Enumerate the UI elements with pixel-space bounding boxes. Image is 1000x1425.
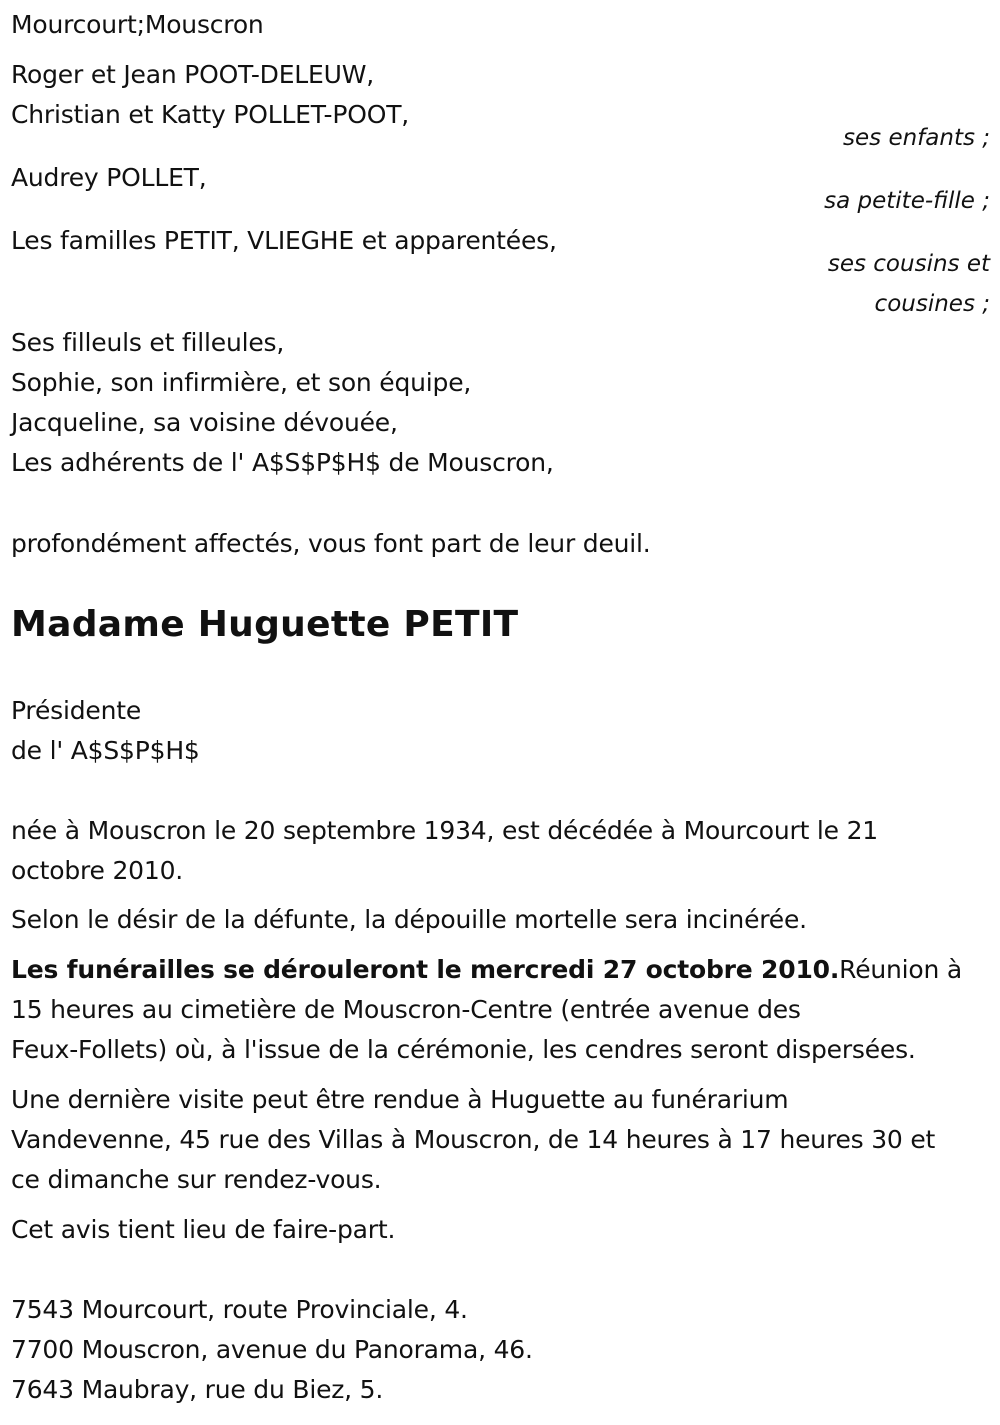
funeral-line-1	[11, 950, 962, 990]
address-line-2: 7700 Mouscron, avenue du Panorama, 46.	[11, 1335, 533, 1364]
children-relation: ses enfants ;	[843, 125, 990, 151]
children-line-1: Roger et Jean POOT-DELEUW,	[11, 60, 374, 89]
cousins-relation-line-1: ses cousins et	[827, 251, 990, 277]
address-line-1: 7543 Mourcourt, route Provinciale, 4.	[11, 1295, 468, 1324]
cousins-relation-line-2: cousines ;	[874, 291, 990, 317]
deceased-name: Madame Huguette PETIT	[11, 604, 519, 645]
cousins-line: Les familles PETIT, VLIEGHE et apparentées,	[11, 226, 557, 255]
notice-line: Cet avis tient lieu de faire-part.	[11, 1215, 396, 1244]
others-line-3: Jacqueline, sa voisine dévouée,	[11, 408, 398, 437]
visit-line-3: ce dimanche sur rendez-vous.	[11, 1165, 382, 1194]
visit-line-2: Vandevenne, 45 rue des Villas à Mouscron, de 14 heures à 17 heures 30 et	[11, 1125, 936, 1154]
address-line-3: 7643 Maubray, rue du Biez, 5.	[11, 1375, 384, 1404]
funeral-line-3: Feux-Follets) où, à l'issue de la cérémonie, les cendres seront dispersées.	[11, 1035, 916, 1064]
others-line-2: Sophie, son infirmière, et son équipe,	[11, 368, 472, 397]
others-line-4: Les adhérents de l' A$S$P$H$ de Mouscron,	[11, 448, 554, 477]
children-line-2: Christian et Katty POLLET-POOT,	[11, 100, 410, 129]
granddaughter-line: Audrey POLLET,	[11, 163, 207, 192]
birth-death-line-2: octobre 2010.	[11, 856, 184, 885]
cremation-line: Selon le désir de la défunte, la dépouille mortelle sera incinérée.	[11, 905, 807, 934]
deceased-title-line-1: Présidente	[11, 696, 141, 725]
funeral-date-bold: Les funérailles se dérouleront le mercredi 27 octobre 2010.	[11, 955, 840, 984]
locations-header: Mourcourt;Mouscron	[11, 10, 264, 39]
announcement-line: profondément affectés, vous font part de leur deuil.	[11, 529, 651, 558]
visit-line-1: Une dernière visite peut être rendue à Huguette au funérarium	[11, 1085, 789, 1114]
funeral-meeting-start: Réunion à	[839, 955, 963, 984]
others-line-1: Ses filleuls et filleules,	[11, 328, 285, 357]
birth-death-line-1: née à Mouscron le 20 septembre 1934, est décédée à Mourcourt le 21	[11, 816, 879, 845]
funeral-line-2: 15 heures au cimetière de Mouscron-Centre (entrée avenue des	[11, 995, 801, 1024]
deceased-title-line-2: de l' A$S$P$H$	[11, 736, 200, 765]
granddaughter-relation: sa petite-fille ;	[824, 188, 990, 214]
